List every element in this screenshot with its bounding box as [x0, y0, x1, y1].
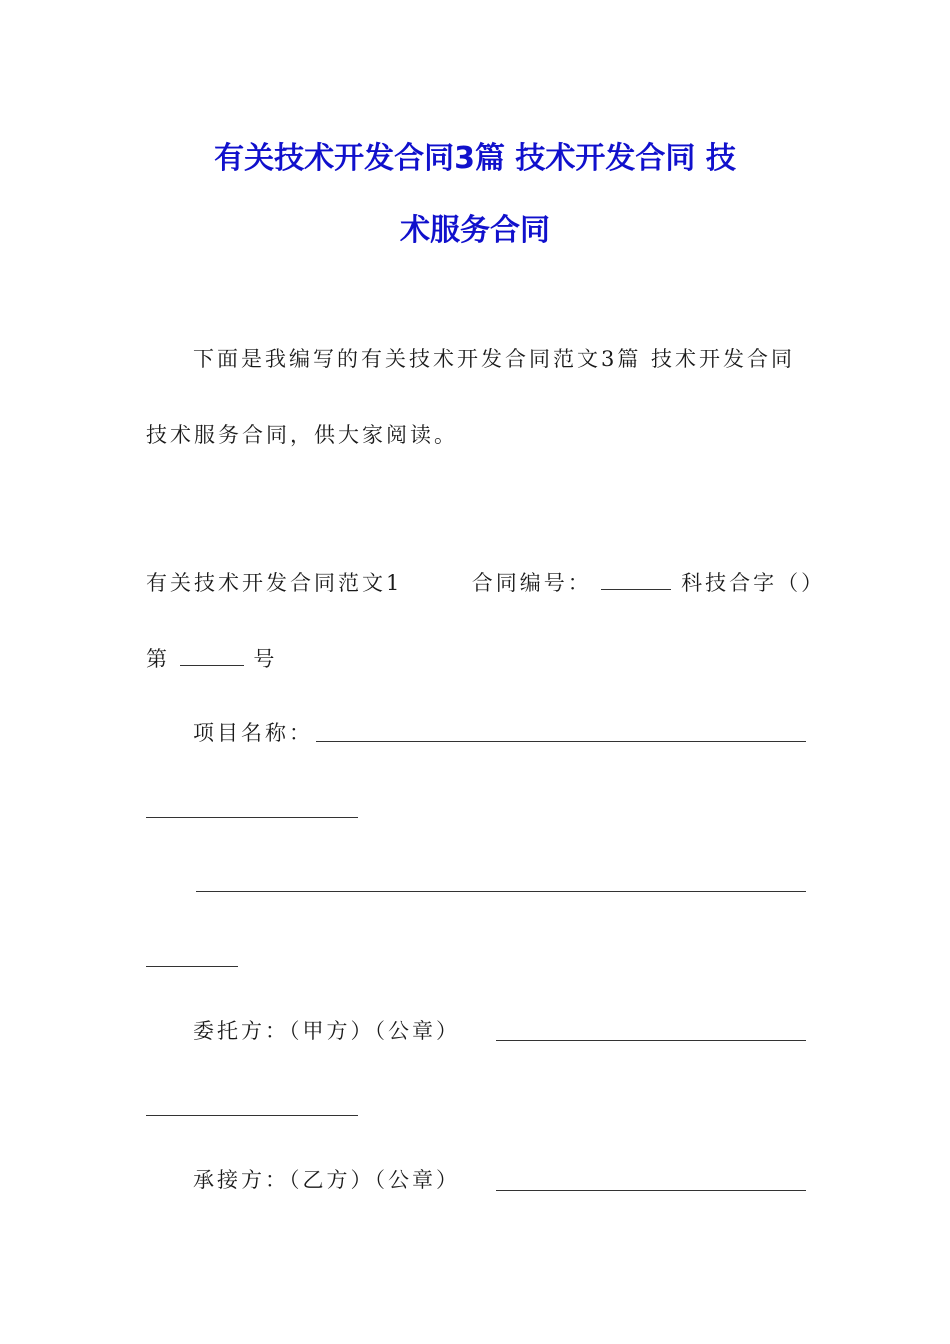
contract-no-blank: [601, 588, 671, 590]
intro-line-1: 下面是我编写的有关技术开发合同范文3篇 技术开发合同: [193, 347, 796, 371]
title-line-1: 有关技术开发合同3篇 技术开发合同 技: [214, 141, 736, 176]
number-row: [146, 649, 277, 670]
number-prefix: 第: [146, 647, 170, 671]
client-blank: [496, 1040, 806, 1041]
client-label: 委托方：（甲方）（公章）: [193, 1019, 460, 1043]
number-blank: [180, 664, 244, 666]
contractor-blank: [496, 1190, 806, 1191]
contract-no-suffix: 科技合字（）: [681, 571, 826, 595]
intro-line-2: 技术服务合同，供大家阅读。: [146, 423, 458, 447]
number-suffix: 号: [253, 647, 278, 671]
project-name-label: 项目名称：: [193, 721, 313, 745]
contractor-label: 承接方：（乙方）（公章）: [193, 1168, 460, 1192]
contract-no-label: 合同编号：: [471, 571, 592, 595]
project-name-blank-cont: [146, 817, 358, 818]
project-name-blank: [316, 741, 806, 742]
client-blank-cont: [146, 1115, 358, 1116]
project-name-blank-2: [196, 891, 806, 892]
contract-heading-row: [146, 573, 825, 594]
project-name-blank-2-cont: [146, 966, 238, 967]
title-line-2: 术服务合同: [400, 213, 550, 248]
contract-heading: 有关技术开发合同范文1: [146, 571, 403, 595]
